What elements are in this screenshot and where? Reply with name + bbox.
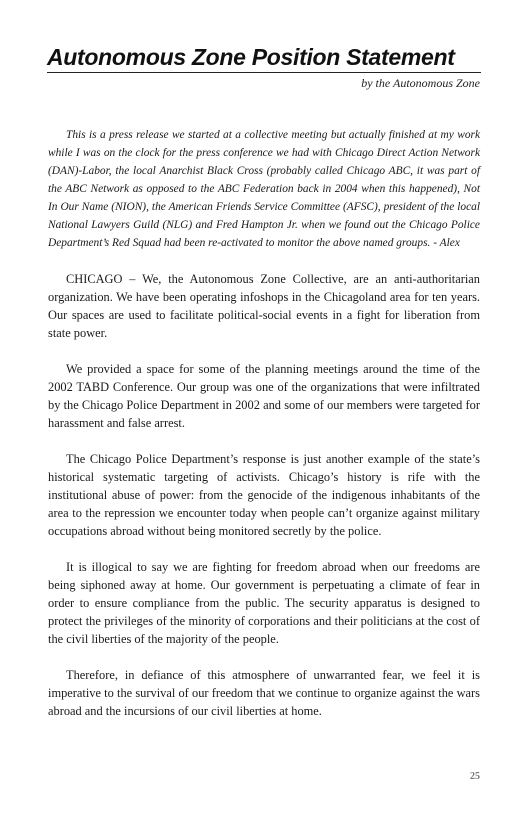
- body-paragraph: It is illogical to say we are fighting for freedom abroad when our freedoms are being siphoned away at home. Our government is perpetuating a climate of fear in order to ensure compliance from the public. The security apparatus is designed to protect the privileges of the minority of corporations and their politicians at the cost of the civil liberties of the majority of the people.: [48, 560, 480, 646]
- body-paragraph: We provided a space for some of the planning meetings around the time of the 2002 TABD Conference. Our group was one of the organizations that were infiltrated by the Chicago Police Department in 2002 and some of our members were targeted for harassment and false arrest.: [48, 362, 480, 430]
- body-paragraph: The Chicago Police Department’s response is just another example of the state’s historical systematic targeting of activists. Chicago’s history is rife with the institutional abuse of power: from the genocide of the indigenous inhabitants of the area to the repression we encounter today when people can’t organize against military occupations abroad without being monitored secretly by the police.: [48, 452, 480, 538]
- article-title: Autonomous Zone Position Statement: [47, 44, 455, 70]
- article-byline: by the Autonomous Zone: [361, 76, 480, 90]
- body-paragraph: Therefore, in defiance of this atmosphere of unwarranted fear, we feel it is imperative to the survival of our freedom that we continue to organize against the wars abroad and the incursions of our civil liberties at home.: [48, 668, 480, 718]
- page-number: 25: [470, 771, 480, 782]
- body-paragraph: CHICAGO – We, the Autonomous Zone Collective, are an anti-authoritarian organization. We have been operating infoshops in the Chicagoland area for ten years. Our spaces are used to facilitate political-social events in a fight for liberation from state power.: [48, 272, 480, 340]
- intro-paragraph: This is a press release we started at a collective meeting but actually finished at my work while I was on the clock for the press conference we had with Chicago Direct Action Network (DAN)-Labor, the local Anarchist Black Cross (probably called Chicago ABC, it was part of the ABC Network as opposed to the ABC Federation back in 2004 when this happened), Not In Our Name (NION), the American Friends Service Committee (AFSC), president of the local National Lawyers Guild (NLG) and Fred Hampton Jr. when we found out the Chicago Police Department’s Red Squad had been re-activated to monitor the above named groups. - Alex: [48, 129, 480, 249]
- article-body: [48, 126, 480, 738]
- title-divider: [47, 72, 481, 73]
